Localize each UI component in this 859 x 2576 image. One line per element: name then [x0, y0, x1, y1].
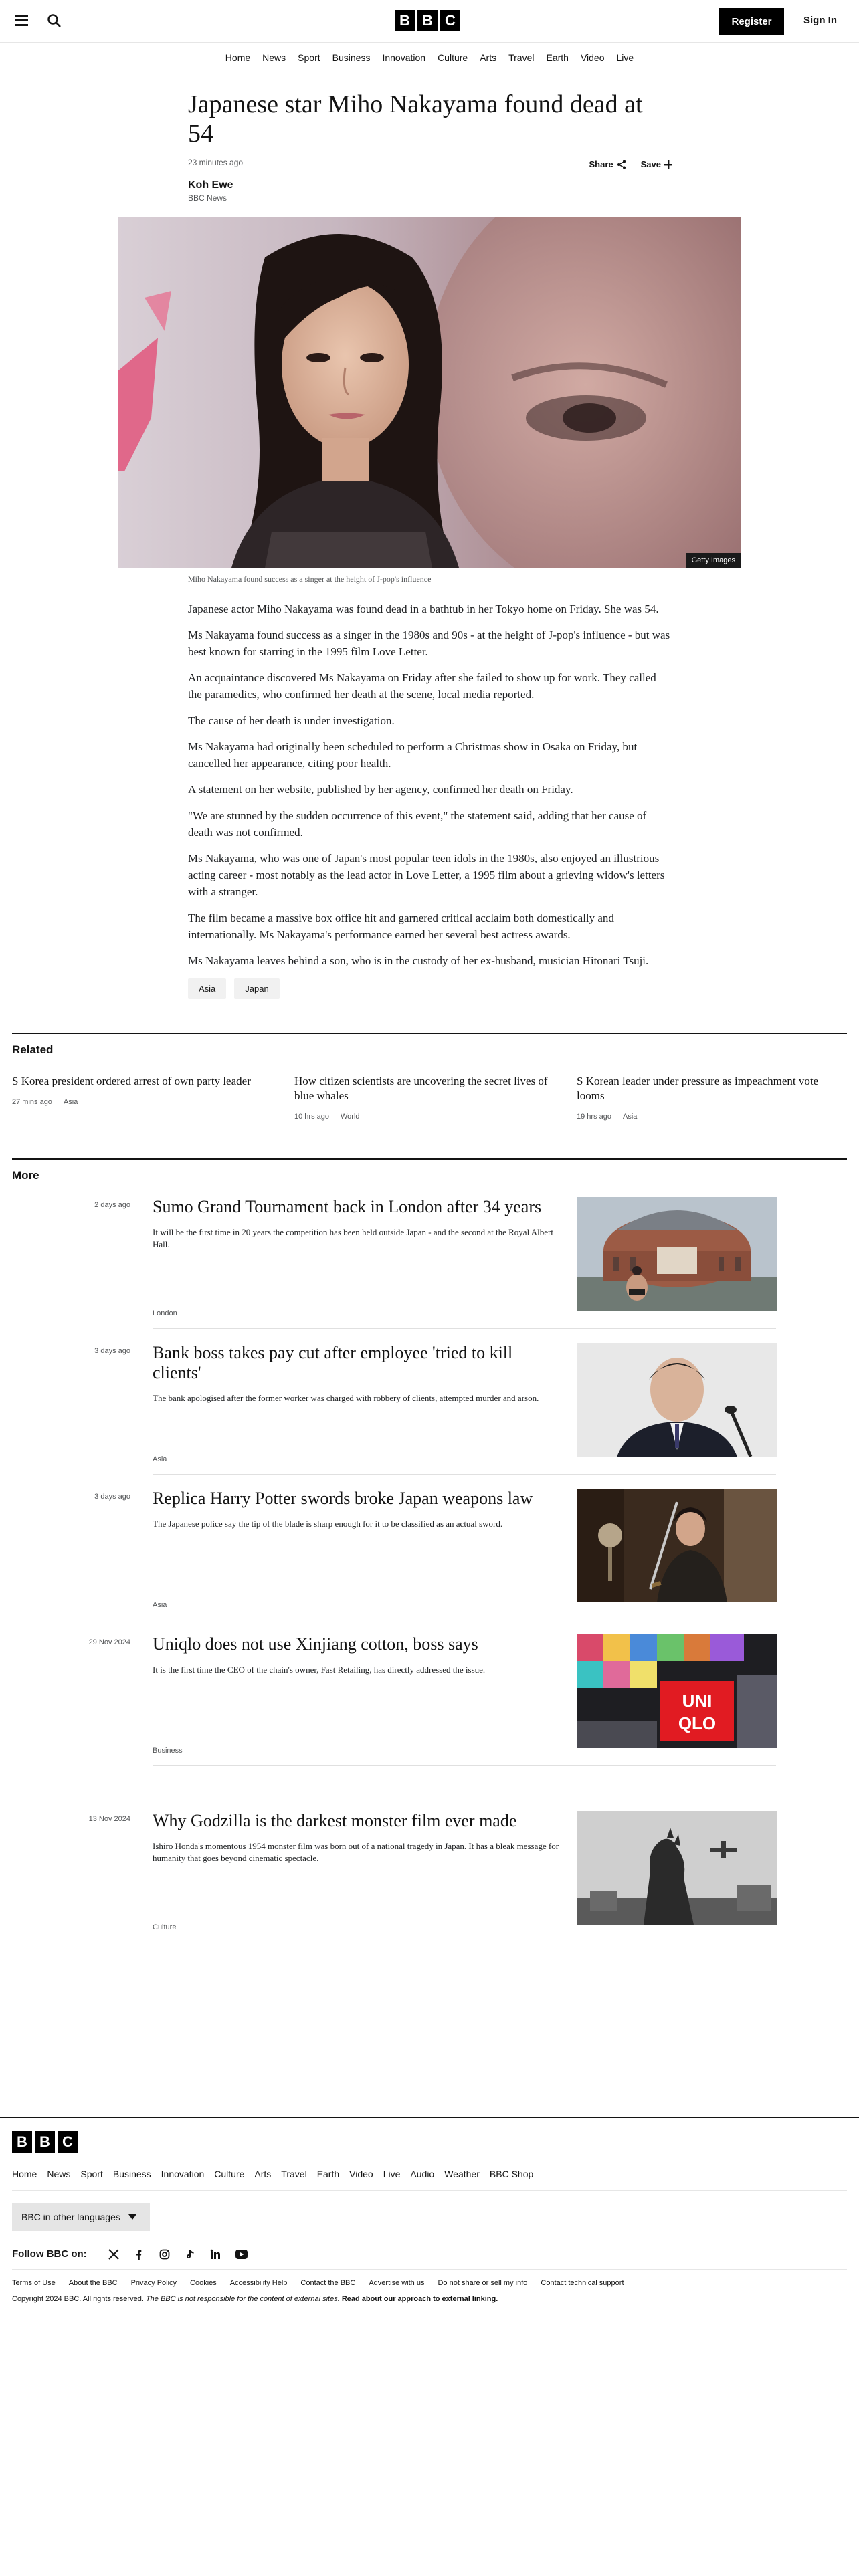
top-bar — [0, 0, 859, 43]
logo-letter: B — [12, 2131, 32, 2153]
svg-text:UNI: UNI — [682, 1691, 712, 1711]
related-time: 19 hrs ago — [577, 1113, 611, 1121]
share-save-group — [589, 159, 672, 169]
page-title: Japanese star Miho Nakayama found dead at 54 — [188, 90, 643, 148]
languages-dropdown[interactable] — [12, 2203, 150, 2231]
more-headline[interactable]: Uniqlo does not use Xinjiang cotton, boss says — [153, 1634, 478, 1654]
paragraph: The cause of her death is under investigation. — [188, 714, 395, 727]
footer-nav-sport[interactable]: Sport — [80, 2169, 103, 2179]
logo-letter: B — [395, 10, 415, 31]
footer-nav-video[interactable]: Video — [349, 2169, 373, 2179]
related-topic: World — [340, 1113, 360, 1121]
author-name[interactable]: Koh Ewe — [188, 179, 233, 191]
more-summary: It will be the first time in 20 years the competition has been held outside Japan - and the second at the Royal Albert Hall. — [153, 1227, 553, 1249]
caret-down-icon — [128, 2214, 136, 2220]
linkedin-icon[interactable] — [210, 2249, 221, 2260]
footer-link-advertise[interactable]: Advertise with us — [369, 2279, 425, 2287]
footer-link-terms[interactable]: Terms of Use — [12, 2279, 56, 2287]
nav-business[interactable]: Business — [332, 51, 371, 63]
related-card[interactable] — [577, 1074, 839, 1121]
related-meta — [12, 1098, 274, 1106]
related-headline[interactable]: S Korean leader under pressure as impeachment vote looms — [577, 1075, 819, 1102]
plus-icon — [664, 160, 672, 169]
related-card[interactable] — [294, 1074, 557, 1121]
logo-letter: C — [440, 10, 460, 31]
hero-image — [118, 217, 741, 568]
more-topic[interactable]: Business — [153, 1747, 183, 1755]
footer-links — [12, 2279, 847, 2287]
footer-nav-arts[interactable]: Arts — [254, 2169, 272, 2179]
more-headline[interactable]: Sumo Grand Tournament back in London after 34 years — [153, 1197, 542, 1216]
article-meta — [188, 156, 672, 177]
more-item[interactable] — [74, 1343, 776, 1489]
more-topic[interactable]: Culture — [153, 1923, 177, 1931]
more-headline[interactable]: Why Godzilla is the darkest monster film ever made — [153, 1811, 517, 1830]
copyright — [12, 2295, 847, 2303]
author-org: BBC News — [188, 193, 227, 203]
nav-arts[interactable]: Arts — [480, 51, 497, 63]
article-body — [188, 601, 672, 969]
related-meta — [577, 1113, 839, 1121]
paragraph: The film became a massive box office hit and garnered critical acclaim both domestically and internationally. Ms Nakayama's performance earned her several best actress awards. — [188, 911, 614, 941]
paragraph: Ms Nakayama, who was one of Japan's most popular teen idols in the 1980s, also enjoyed an illustrious acting career - most notably as the lead actor in Love Letter, a 1995 film about a grieving widow's letters with a stranger. — [188, 852, 665, 898]
godzilla-still-image[interactable] — [577, 1811, 777, 1925]
related-topic: Asia — [622, 1113, 638, 1121]
more-headline[interactable]: Bank boss takes pay cut after employee 'tried to kill clients' — [153, 1343, 513, 1382]
main-nav — [0, 43, 859, 72]
item-divider — [153, 1328, 776, 1329]
timestamp: 23 minutes ago — [188, 158, 244, 167]
footer-nav-weather[interactable]: Weather — [444, 2169, 480, 2179]
x-icon[interactable] — [108, 2249, 119, 2260]
footer-link-privacy[interactable]: Privacy Policy — [130, 2279, 177, 2287]
search-icon[interactable] — [47, 13, 62, 28]
footer-link-contact[interactable]: Contact the BBC — [300, 2279, 356, 2287]
royal-albert-hall-sumo-image[interactable] — [577, 1197, 777, 1311]
portrait-illustration — [118, 217, 741, 568]
related-meta — [294, 1113, 557, 1121]
more-list — [0, 1197, 859, 1957]
footer-nav-home[interactable]: Home — [12, 2169, 37, 2179]
article-header — [188, 90, 672, 203]
section-divider — [12, 1158, 847, 1160]
register-button[interactable]: Register — [719, 8, 784, 35]
more-date: 2 days ago — [94, 1201, 130, 1209]
paragraph: Ms Nakayama found success as a singer in the 1980s and 90s - at the height of J-pop's influence - but was best known for starring in the 1995 film Love Letter. — [188, 629, 670, 658]
more-topic[interactable]: Asia — [153, 1601, 167, 1609]
sign-in-link[interactable]: Sign In — [803, 15, 837, 26]
footer-nav-bbc-shop[interactable]: BBC Shop — [489, 2169, 534, 2179]
nav-home[interactable]: Home — [225, 51, 251, 63]
item-divider — [153, 1765, 776, 1766]
more-date: 3 days ago — [94, 1493, 130, 1501]
paragraph: Ms Nakayama leaves behind a son, who is in the custody of her ex-husband, musician Hitonari Tsuji. — [188, 954, 649, 967]
svg-text:QLO: QLO — [678, 1713, 717, 1733]
nav-travel[interactable]: Travel — [508, 51, 535, 63]
logo-letter: B — [35, 2131, 55, 2153]
related-title: Related — [12, 1043, 54, 1056]
more-summary: It is the first time the CEO of the chain's owner, Fast Retailing, has directly addressed the issue. — [153, 1665, 486, 1675]
footer-link-do-not-share[interactable]: Do not share or sell my info — [438, 2279, 528, 2287]
topic-tags — [188, 978, 859, 999]
nav-earth[interactable]: Earth — [546, 51, 569, 63]
related-card[interactable] — [12, 1074, 274, 1121]
more-summary: Ishirō Honda's momentous 1954 monster film was born out of a national tragedy in Japan. It has a bleak message for humanity that goes beyond cinematic spectacle. — [153, 1841, 559, 1863]
footer-link-support[interactable]: Contact technical support — [541, 2279, 624, 2287]
related-topic: Asia — [63, 1098, 78, 1106]
footer-nav-business[interactable]: Business — [112, 2169, 151, 2179]
related-headline[interactable]: How citizen scientists are uncovering the secret lives of blue whales — [294, 1075, 548, 1102]
section-divider — [12, 1033, 847, 1034]
more-item[interactable] — [74, 1634, 776, 1780]
tag-japan[interactable]: Japan — [234, 978, 279, 999]
nav-live[interactable]: Live — [616, 51, 634, 63]
follow-row — [12, 2248, 847, 2270]
languages-label: BBC in other languages — [21, 2212, 120, 2222]
youtube-icon[interactable] — [235, 2250, 248, 2259]
more-date: 3 days ago — [94, 1347, 130, 1355]
nav-innovation[interactable]: Innovation — [382, 51, 426, 63]
copyright-text: Copyright 2024 BBC. All rights reserved. — [12, 2295, 144, 2303]
save-label: Save — [640, 159, 661, 169]
share-button[interactable] — [589, 159, 626, 169]
instagram-icon[interactable] — [159, 2249, 170, 2260]
footer-bbc-logo[interactable] — [12, 2131, 859, 2153]
footer-nav-live[interactable]: Live — [383, 2169, 401, 2179]
more-item[interactable] — [74, 1489, 776, 1634]
share-icon — [617, 160, 626, 169]
related-headline[interactable]: S Korea president ordered arrest of own party leader — [12, 1075, 251, 1087]
more-headline[interactable]: Replica Harry Potter swords broke Japan weapons law — [153, 1489, 533, 1508]
image-credit: Getty Images — [686, 553, 741, 568]
related-time: 10 hrs ago — [294, 1113, 329, 1121]
logo-letter: B — [417, 10, 438, 31]
save-button[interactable] — [641, 159, 672, 169]
uniqlo-store-image[interactable] — [577, 1634, 777, 1748]
footer-link-cookies[interactable]: Cookies — [190, 2279, 217, 2287]
footer-nav-innovation[interactable]: Innovation — [161, 2169, 205, 2179]
footer-nav-culture[interactable]: Culture — [214, 2169, 245, 2179]
related-list — [12, 1074, 847, 1121]
follow-label: Follow BBC on: — [12, 2248, 87, 2260]
item-divider — [153, 1474, 776, 1475]
site-footer — [0, 2117, 859, 2303]
more-date: 29 Nov 2024 — [88, 1638, 130, 1646]
image-caption: Miho Nakayama found success as a singer at the height of J-pop's influence — [188, 574, 432, 584]
nav-culture[interactable]: Culture — [438, 51, 468, 63]
paragraph: Ms Nakayama had originally been scheduled to perform a Christmas show in Osaka on Friday, but cancelled her appearance, citing poor health. — [188, 740, 638, 770]
external-linking-link[interactable]: Read about our approach to external linking. — [341, 2295, 498, 2303]
paragraph: Japanese actor Miho Nakayama was found dead in a bathtub in her Tokyo home on Friday. She was 54. — [188, 603, 659, 615]
footer-link-about[interactable]: About the BBC — [68, 2279, 118, 2287]
paragraph: An acquaintance discovered Ms Nakayama on Friday after she failed to show up for work. They called the paramedics, who confirmed her death at the scene, local media reported. — [188, 671, 656, 701]
footer-link-accessibility[interactable]: Accessibility Help — [229, 2279, 288, 2287]
share-label: Share — [589, 159, 613, 169]
footer-nav-earth[interactable]: Earth — [316, 2169, 340, 2179]
more-item[interactable] — [74, 1197, 776, 1343]
more-title: More — [12, 1169, 39, 1182]
nav-news[interactable]: News — [262, 51, 286, 63]
tiktok-icon[interactable] — [185, 2249, 195, 2260]
tag-asia[interactable]: Asia — [188, 978, 226, 999]
menu-icon[interactable] — [15, 15, 28, 27]
footer-nav-news[interactable]: News — [47, 2169, 71, 2179]
bank-boss-bowing-image[interactable] — [577, 1343, 777, 1457]
external-note: The BBC is not responsible for the content of external sites. — [145, 2295, 340, 2303]
bbc-logo[interactable] — [395, 10, 460, 31]
footer-nav — [12, 2169, 847, 2191]
facebook-icon[interactable] — [134, 2249, 145, 2260]
logo-letter: C — [58, 2131, 78, 2153]
paragraph: "We are stunned by the sudden occurrence of this event," the statement said, adding that her cause of death was not confirmed. — [188, 809, 647, 839]
more-item[interactable] — [74, 1811, 776, 1957]
more-summary: The Japanese police say the tip of the blade is sharp enough for it to be classified as an actual sword. — [153, 1519, 503, 1529]
nav-video[interactable]: Video — [580, 51, 605, 63]
footer-nav-travel[interactable]: Travel — [281, 2169, 307, 2179]
paragraph: A statement on her website, published by her agency, confirmed her death on Friday. — [188, 783, 573, 796]
nav-sport[interactable]: Sport — [298, 51, 320, 63]
more-date: 13 Nov 2024 — [88, 1815, 130, 1823]
harry-potter-sword-image[interactable] — [577, 1489, 777, 1602]
footer-nav-audio[interactable]: Audio — [410, 2169, 435, 2179]
related-time: 27 mins ago — [12, 1098, 52, 1106]
more-topic[interactable]: Asia — [153, 1455, 167, 1463]
more-topic[interactable]: London — [153, 1309, 177, 1317]
more-summary: The bank apologised after the former worker was charged with robbery of clients, attempted murder and arson. — [153, 1393, 539, 1403]
